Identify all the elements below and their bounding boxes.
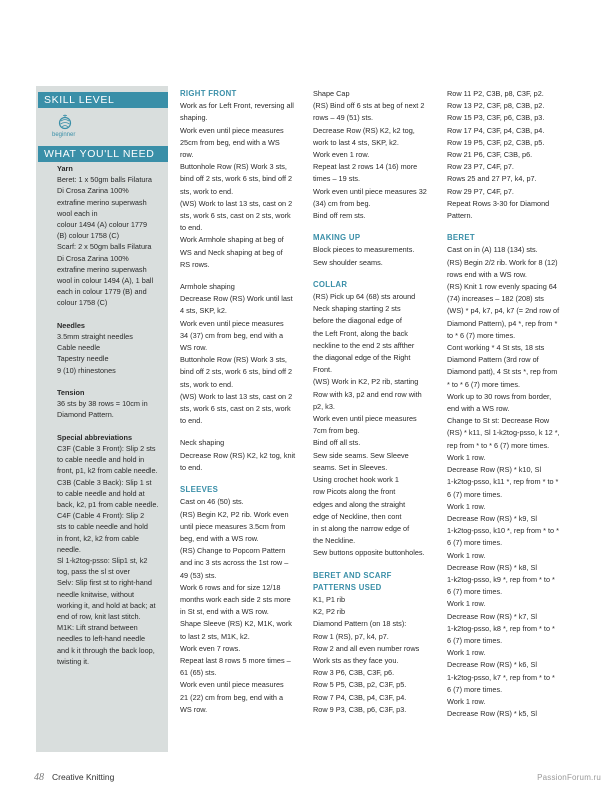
text-line: C3F (Cable 3 Front): Slip 2 sts xyxy=(57,444,156,454)
text-line: Neck shaping xyxy=(180,438,225,448)
text-line: Work even until piece measures xyxy=(180,125,284,135)
text-line: sts, work to end. xyxy=(180,379,234,389)
text-line: Decrease Row (RS) * k8, Sl xyxy=(447,562,538,572)
text-line: Work 1 row. xyxy=(447,550,486,560)
text-line: Change to St st: Decrease Row xyxy=(447,416,550,426)
text-line: 34 (37) cm from beg, end with a xyxy=(180,330,284,340)
text-line: Diamond patt), 4 St sts *, rep from xyxy=(447,367,558,377)
section-heading: MAKING UP xyxy=(313,233,361,243)
text-line: (34) cm from beg. xyxy=(313,198,371,208)
text-line: sts, work 6 sts, cast on 2 sts, work xyxy=(180,404,291,414)
text-line: (RS) Begin K2, P2 rib. Work even xyxy=(180,509,289,519)
text-line: WS row. xyxy=(180,704,208,714)
column-1 xyxy=(180,88,304,716)
text-line: row Picots along the front xyxy=(313,487,396,497)
text-line: until piece measures 3.5cm from xyxy=(180,521,286,531)
text-line: tog, pass the sl st over xyxy=(57,567,131,577)
text-line: Work even until piece measures 32 xyxy=(313,186,427,196)
text-line: to end. xyxy=(180,223,203,233)
text-line: sts, work 6 sts, cast on 2 sts, work xyxy=(180,211,291,221)
text-line: in front, k2, k2 from cable xyxy=(57,533,139,543)
text-line: Sl 1-k2tog-psso: Slip1 st, k2 xyxy=(57,556,148,566)
text-line: rows end with a WS row. xyxy=(447,269,527,279)
text-line: Sew buttons opposite buttonholes. xyxy=(313,548,425,558)
text-line: (WS) * p4, k7, p4, k7 (= 2nd row of xyxy=(447,306,560,316)
text-line: needles to left-hand needle xyxy=(57,634,146,644)
text-line: Diamond Pattern (on 18 sts): xyxy=(313,619,407,629)
text-line: Using crochet hook work 1 xyxy=(313,475,399,485)
text-line: in st along the narrow edge of xyxy=(313,523,410,533)
spacer xyxy=(313,222,437,232)
text-line: Di Crosa Zarina 100% xyxy=(57,186,129,196)
text-line: Cast on 46 (50) sts. xyxy=(180,497,244,507)
text-line: Cast on in (A) 118 (134) sts. xyxy=(447,245,538,255)
text-line: extrafine merino superwash xyxy=(57,264,147,274)
text-line: Row with k3, p2 and end row with xyxy=(313,389,422,399)
spacer xyxy=(57,376,164,387)
text-line: Row 2 and all even number rows xyxy=(313,643,420,653)
text-line: Repeat Rows 3-30 for Diamond xyxy=(447,198,550,208)
text-line: WS and Neck shaping at beg of xyxy=(180,247,283,257)
text-line: K1, P1 rib xyxy=(313,594,346,604)
text-line: 4 sts, SKP, k2. xyxy=(180,306,227,316)
skill-level-heading: SKILL LEVEL xyxy=(38,92,168,108)
section-heading: SLEEVES xyxy=(180,485,219,495)
text-line: Bind off rem sts. xyxy=(313,211,366,221)
text-line: end of row, knit last stitch. xyxy=(57,612,141,622)
text-line: Row 1 (RS), p7, k4, p7. xyxy=(313,631,389,641)
text-line: Row 5 P5, C3B, p2, C3F, p5. xyxy=(313,680,407,690)
spacer xyxy=(180,271,304,281)
text-line: (74) increases – 182 (208) sts xyxy=(447,294,544,304)
text-line: 6 (7) more times. xyxy=(447,684,503,694)
text-line: Work 1 row. xyxy=(447,696,486,706)
text-line: needle. xyxy=(57,544,81,554)
column-3 xyxy=(447,88,571,720)
text-line: in St st, end with a WS row. xyxy=(180,607,269,617)
spacer xyxy=(313,269,437,279)
text-line: each in colour 1779 (B) and xyxy=(57,287,147,297)
text-line: Decrease Row (RS) * k9, Sl xyxy=(447,513,538,523)
text-line: 9 (10) rhinestones xyxy=(57,365,116,375)
text-line: Work even until piece measures xyxy=(180,680,284,690)
text-line: needle knitwise, without xyxy=(57,589,135,599)
text-line: wool in colour 1494 (A), 1 ball xyxy=(57,276,154,286)
text-line: (RS) * k11, Sl 1-k2tog-psso, k 12 *, xyxy=(447,428,560,438)
text-line: beg, end with a WS row. xyxy=(180,533,259,543)
text-line: 6 (7) more times. xyxy=(447,635,503,645)
text-line: front, p1, k2 from cable needle. xyxy=(57,466,158,476)
text-line: Diamond Pattern (3rd row of xyxy=(447,355,539,365)
section-heading: Needles xyxy=(57,320,85,330)
text-line: (WS) Work in K2, P2 rib, starting xyxy=(313,377,419,387)
what-you-need-heading: WHAT YOU'LL NEED xyxy=(38,146,168,162)
text-line: to end. xyxy=(180,462,203,472)
text-line: and inc 3 sts across the 1st row – xyxy=(180,558,289,568)
text-line: Work 1 row. xyxy=(447,452,486,462)
text-line: to last 2 sts, M1K, k2. xyxy=(180,631,250,641)
text-line: seams. Set in Sleeves. xyxy=(313,462,388,472)
section-heading: Tension xyxy=(57,388,85,398)
text-line: Work even 1 row. xyxy=(313,150,370,160)
text-line: Buttonhole Row (RS) Work 3 sts, xyxy=(180,162,287,172)
text-line: WS row. xyxy=(180,343,208,353)
text-line: colour 1758 (C) xyxy=(57,298,108,308)
magazine-title: Creative Knitting xyxy=(52,772,115,782)
text-line: 1-k2tog-psso, k10 *, rep from * to * xyxy=(447,526,559,536)
text-line: Work 6 rows and for size 12/18 xyxy=(180,582,281,592)
text-line: Shape Cap xyxy=(313,89,350,98)
text-line: Row 15 P3, C3F, p6, C3B, p3. xyxy=(447,113,545,123)
section-heading: Special abbreviations xyxy=(57,432,133,442)
text-line: twisting it. xyxy=(57,656,90,666)
text-line: Diamond Pattern), p4 *, rep from * xyxy=(447,318,558,328)
text-line: 1-k2tog-psso, k11 *, rep from * to * xyxy=(447,477,559,487)
section-heading: BERET xyxy=(447,233,475,243)
text-line: the Left Front, along the back xyxy=(313,328,408,338)
text-line: Di Crosa Zarina 100% xyxy=(57,253,129,263)
text-line: Work even until piece measures xyxy=(313,414,417,424)
text-line: 6 (7) more times. xyxy=(447,489,503,499)
text-line: row. xyxy=(180,150,194,160)
text-line: Work 1 row. xyxy=(447,599,486,609)
text-line: 1-k2tog-psso, k9 *, rep from * to * xyxy=(447,574,555,584)
text-line: Decrease Row (RS) Work until last xyxy=(180,294,293,304)
text-line: Diamond Pattern. xyxy=(57,410,114,420)
text-line: Block pieces to measurements. xyxy=(313,245,415,255)
text-line: (RS) Knit 1 row evenly spacing 64 xyxy=(447,282,557,292)
text-line: to * 6 (7) more times. xyxy=(447,330,516,340)
text-line: Scarf: 2 x 50gm balls Filatura xyxy=(57,242,152,252)
spacer xyxy=(180,474,304,484)
text-line: end with a WS row. xyxy=(447,404,510,414)
text-line: wool each in xyxy=(57,208,98,218)
text-line: Work even 7 rows. xyxy=(180,643,241,653)
text-line: working it, and hold at back; at xyxy=(57,600,156,610)
text-line: sts to cable needle and hold xyxy=(57,522,148,532)
text-line: Work as for Left Front, reversing all xyxy=(180,101,294,111)
text-line: times – 19 sts. xyxy=(313,174,361,184)
text-line: K2, P2 rib xyxy=(313,607,346,617)
text-line: 36 sts by 38 rows = 10cm in xyxy=(57,399,148,409)
text-line: Bind off all sts. xyxy=(313,438,361,448)
text-line: 25cm from beg, end with a WS xyxy=(180,137,280,147)
text-line: (RS) Change to Popcorn Pattern xyxy=(180,546,286,556)
text-line: * to * 6 (7) more times. xyxy=(447,379,520,389)
spacer xyxy=(447,222,571,232)
text-line: rows – 49 (51) sts. xyxy=(313,113,374,123)
text-line: RS rows. xyxy=(180,259,210,269)
text-line: neckline to the end 2 sts affther xyxy=(313,340,415,350)
text-line: 21 (22) cm from beg, end with a xyxy=(180,692,284,702)
text-line: and k it through the back loop, xyxy=(57,645,155,655)
text-line: C3B (Cable 3 Back): Slip 1 st xyxy=(57,477,152,487)
text-line: Repeat last 8 rows 5 more times – xyxy=(180,655,291,665)
text-line: Row 3 P6, C3B, C3F, p6. xyxy=(313,668,395,678)
text-line: bind off 2 sts, work 6 sts, bind off 2 xyxy=(180,367,293,377)
text-line: edge of Neckline, then cont xyxy=(313,511,402,521)
section-heading: Yarn xyxy=(57,164,73,173)
text-line: Row 21 P6, C3F, C3B, p6. xyxy=(447,150,533,160)
column-2 xyxy=(313,88,437,716)
text-line: 3.5mm straight needles xyxy=(57,332,133,342)
text-line: sts, work to end. xyxy=(180,186,234,196)
text-line: C4F (Cable 4 Front): Slip 2 xyxy=(57,511,145,521)
text-line: Row 29 P7, C4F, p7. xyxy=(447,186,514,196)
text-line: months work each side 2 sts more xyxy=(180,594,291,604)
text-line: Sew side seams. Sew Sleeve xyxy=(313,450,409,460)
text-line: Tapestry needle xyxy=(57,354,109,364)
text-line: rep from * to * 6 (7) more times. xyxy=(447,440,550,450)
text-line: Cont working * 4 St sts, 18 sts xyxy=(447,343,545,353)
text-line: Buttonhole Row (RS) Work 3 sts, xyxy=(180,355,287,365)
text-line: Work even until piece measures xyxy=(180,318,284,328)
spacer xyxy=(180,427,304,437)
text-line: M1K: Lift strand between xyxy=(57,623,138,633)
text-line: colour 1494 (A) colour 1779 xyxy=(57,220,148,230)
text-line: Neck shaping starting 2 sts xyxy=(313,304,401,314)
text-line: Row 7 P4, C3B, p4, C3F, p4. xyxy=(313,692,407,702)
text-line: Work 1 row. xyxy=(447,648,486,658)
section-heading: RIGHT FRONT xyxy=(180,89,237,98)
text-line: Row 13 P2, C3F, p8, C3B, p2. xyxy=(447,101,545,111)
text-line: Cable needle xyxy=(57,343,101,353)
text-line: 6 (7) more times. xyxy=(447,587,503,597)
section-heading: BERET AND SCARF xyxy=(313,570,392,580)
text-line: (RS) Bind off 6 sts at beg of next 2 xyxy=(313,101,425,111)
text-line: Decrease Row (RS) * k6, Sl xyxy=(447,660,538,670)
text-line: Work Armhole shaping at beg of xyxy=(180,235,284,245)
text-line: Row 9 P3, C3B, p6, C3F, p3. xyxy=(313,704,407,714)
text-line: Shape Sleeve (RS) K2, M1K, work xyxy=(180,619,292,629)
section-heading: PATTERNS USED xyxy=(313,582,382,592)
text-line: Beret: 1 x 50gm balls Filatura xyxy=(57,175,152,185)
text-line: Row 23 P7, C4F, p7. xyxy=(447,162,514,172)
text-line: back, k2, p1 from cable needle. xyxy=(57,500,159,510)
watermark: PassionForum.ru xyxy=(537,773,601,782)
text-line: Decrease Row (RS) * k7, Sl xyxy=(447,611,538,621)
text-line: Decrease Row (RS) K2, k2 tog, knit xyxy=(180,450,296,460)
text-line: Armhole shaping xyxy=(180,282,235,292)
skill-level-value: beginner xyxy=(52,132,76,138)
section-heading: COLLAR xyxy=(313,279,348,289)
spacer xyxy=(57,421,164,432)
text-line: the Neckline. xyxy=(313,536,356,546)
text-line: Sew shoulder seams. xyxy=(313,257,383,267)
text-line: Row 11 P2, C3B, p8, C3F, p2. xyxy=(447,89,544,98)
text-line: edges and along the straight xyxy=(313,499,406,509)
text-line: p2, k3. xyxy=(313,401,335,411)
text-line: 1-k2tog-psso, k7 *, rep from * to * xyxy=(447,672,555,682)
text-line: extrafine merino superwash xyxy=(57,197,147,207)
text-line: before the diagonal edge of xyxy=(313,316,402,326)
page-number: 48 xyxy=(34,772,44,783)
yarn-ball-icon xyxy=(58,114,72,130)
text-line: (RS) Pick up 64 (68) sts around xyxy=(313,292,416,302)
text-line: bind off 2 sts, work 6 sts, bind off 2 xyxy=(180,174,293,184)
text-line: Work sts as they face you. xyxy=(313,655,399,665)
text-line: (WS) Work to last 13 sts, cast on 2 xyxy=(180,391,293,401)
text-line: (WS) Work to last 13 sts, cast on 2 xyxy=(180,198,293,208)
spacer xyxy=(57,309,164,320)
text-line: Rows 25 and 27 P7, k4, p7. xyxy=(447,174,537,184)
text-line: 6 (7) more times. xyxy=(447,538,503,548)
text-line: Decrease Row (RS) K2, k2 tog, xyxy=(313,125,415,135)
text-line: shaping. xyxy=(180,113,208,123)
text-line: Row 19 P5, C3F, p2, C3B, p5. xyxy=(447,137,545,147)
text-line: to cable needle and hold in xyxy=(57,455,145,465)
text-line: to cable needle and hold at xyxy=(57,488,145,498)
text-line: the diagonal edge of the Right xyxy=(313,353,411,363)
text-line: 1-k2tog-psso, k8 *, rep from * to * xyxy=(447,623,555,633)
text-line: Row 17 P4, C3F, p4, C3B, p4. xyxy=(447,125,545,135)
text-line: 49 (53) sts. xyxy=(180,570,217,580)
spacer xyxy=(313,560,437,570)
text-line: Pattern. xyxy=(447,211,473,221)
text-line: work to last 4 sts, SKP, k2. xyxy=(313,137,399,147)
materials-list xyxy=(57,163,164,667)
text-line: 7cm from beg. xyxy=(313,426,360,436)
text-line: Work up to 30 rows from border, xyxy=(447,391,552,401)
text-line: (RS) Begin 2/2 rib. Work for 8 (12) xyxy=(447,257,558,267)
text-line: Repeat last 2 rows 14 (16) more xyxy=(313,162,418,172)
text-line: 61 (65) sts. xyxy=(180,668,217,678)
text-line: Front. xyxy=(313,365,333,375)
text-line: Decrease Row (RS) * k10, Sl xyxy=(447,465,542,475)
text-line: Selv: Slip first st to right-hand xyxy=(57,578,152,588)
text-line: Decrease Row (RS) * k5, Sl xyxy=(447,709,538,719)
text-line: (B) colour 1758 (C) xyxy=(57,231,120,241)
text-line: Work 1 row. xyxy=(447,501,486,511)
text-line: to end. xyxy=(180,416,203,426)
